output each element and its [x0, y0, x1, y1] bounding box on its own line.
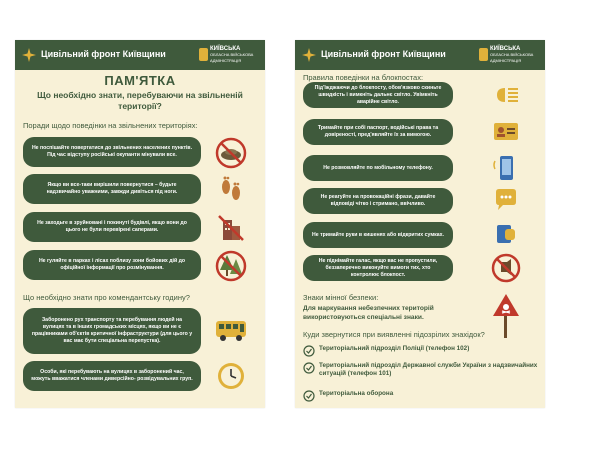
civil-front-logo-icon: [21, 47, 37, 63]
card-header: [15, 40, 265, 70]
memo-card-left: [15, 40, 265, 408]
rule-item: Тримайте при собі паспорт, водійські права та довіреності, пред'являйте їх за вимогою.: [303, 119, 453, 145]
footprints-icon: [215, 174, 247, 206]
rule-item: Не розмовляйте по мобільному телефону.: [303, 155, 453, 181]
kyiv-crest-icon: [479, 48, 488, 61]
section-title-curfew: Що необхідно знати про комендантську годину?: [23, 293, 190, 302]
contact-item: [303, 345, 539, 357]
tip-item: Не гуляйте в парках і лісах поблизу зони бойових дій до офіційної інформації про розмінування.: [23, 250, 201, 280]
header-title: Цивільний фронт Київщини: [41, 49, 166, 59]
header-title: Цивільний фронт Київщини: [321, 49, 446, 59]
danger-mines-sign-icon: [493, 294, 519, 338]
speech-bubble-icon: [491, 186, 521, 214]
clock-icon: [216, 361, 246, 391]
card-header: [295, 40, 545, 70]
id-card-icon: [491, 119, 521, 145]
no-forest-icon: [215, 250, 247, 282]
memo-title: ПАМ'ЯТКА: [104, 73, 176, 88]
no-mine-icon: [215, 137, 247, 169]
bus-icon: [213, 315, 249, 345]
contact-item: [303, 390, 539, 402]
memo-card-right: [295, 40, 545, 408]
memo-subtitle: Що необхідно знати, перебуваючи на звільненій території?: [37, 90, 243, 111]
contact-text: Територіальна оборона: [319, 390, 394, 397]
section-title-mine-signs: Знаки мінної безпеки:: [303, 293, 379, 302]
header-org: КИЇВСЬКА ОБЛАСНА ВІЙСЬКОВА АДМІНІСТРАЦІЯ: [490, 46, 534, 63]
header-org: КИЇВСЬКА ОБЛАСНА ВІЙСЬКОВА АДМІНІСТРАЦІЯ: [210, 46, 254, 63]
rule-item: Не реагуйте на провокаційні фрази, давайте відповіді чітко і стримано, ввічливо.: [303, 188, 453, 214]
contact-item: [303, 362, 539, 378]
mobile-phone-icon: [491, 153, 521, 183]
headlights-icon: [491, 82, 521, 108]
curfew-item: Особи, які перебувають на вулицях в заборонений час, можуть вважатися членами диверсійно- розвідувальних груп.: [23, 361, 201, 391]
hand-pocket-icon: [491, 220, 521, 248]
rule-item: Не піднімайте галас, якщо вас не пропустили, беззаперечно виконуйте вимоги тих, хто контролює блокпост.: [303, 255, 453, 281]
contact-text: Територіальний підрозділ Державної служби України з надзвичайних ситуацій (телефон 101): [319, 362, 538, 377]
civil-front-logo-icon: [301, 47, 317, 63]
curfew-item: Заборонено рух транспорту та перебування людей на вулицях та в інших громадських місцях, якщо ви не є працівниками об'єктів критичної інфраструктури (для цього у вас має бути спеціальна перепустка).: [23, 308, 201, 354]
check-circle-icon: [303, 362, 315, 374]
kyiv-crest-icon: [199, 48, 208, 61]
rule-item: Не тримайте руки в кишенях або відкритих сумках.: [303, 222, 453, 248]
check-circle-icon: [303, 345, 315, 357]
no-ruined-building-icon: [215, 212, 247, 244]
check-circle-icon: [303, 390, 315, 402]
mine-signs-text: Для маркування небезпечних територій використовуються спеціальні знаки.: [303, 305, 434, 321]
tip-item: Не поспішайте повертатися до звільнених населених пунктів. Під час відступу російські окупанти мінували все.: [23, 137, 201, 167]
section-title-tips: Поради щодо поведінки на звільнених територіях:: [23, 121, 198, 130]
contact-text: Територіальний підрозділ Поліції (телефон 102): [319, 345, 470, 352]
rule-item: Під'їжджаючи до блокпосту, обов'язково скиньте швидкість і вимкніть дальнє світло. Увімкніть аварійне світло.: [303, 82, 453, 108]
section-title-contacts: Куди звернутися при виявленні підозрілих знахідок?: [303, 330, 485, 339]
section-title-checkpoints: Правила поведінки на блокпостах:: [303, 73, 424, 82]
tip-item: Якщо ви все-таки вирішили повернутися – будьте надзвичайно уважними, завжди дивіться під ноги.: [23, 174, 201, 204]
no-noise-icon: [491, 253, 521, 283]
tip-item: Не заходьте в зруйновані і покинуті будівлі, якщо вони до цього не були перевірені саперами.: [23, 212, 201, 242]
